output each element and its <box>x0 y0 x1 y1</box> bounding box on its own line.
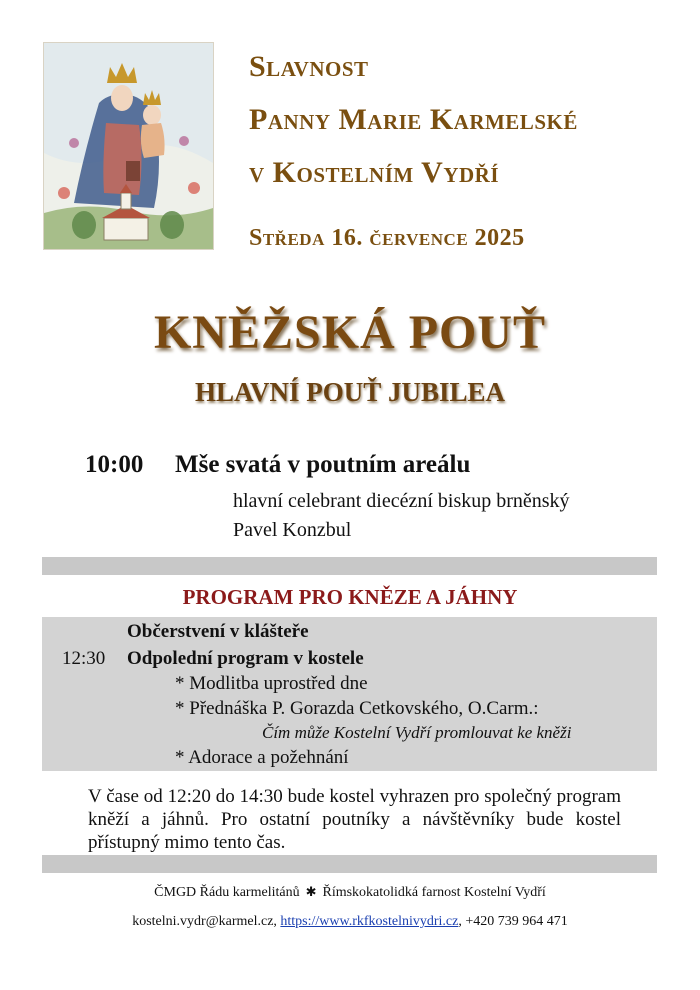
program-item-prayer: * Modlitba uprostřed dne <box>175 673 368 694</box>
divider-band-top <box>42 557 657 575</box>
footer-url-comma: , <box>458 914 462 929</box>
program-item-adoration: * Adorace a požehnání <box>175 747 349 768</box>
program-heading: PROGRAM PRO KNĚZE A JÁHNY <box>182 585 518 609</box>
main-title: KNĚŽSKÁ POUŤ <box>153 306 547 359</box>
footer-phone: +420 739 964 471 <box>465 914 568 929</box>
church-reserved-notice: V čase od 12:20 do 14:30 bude kostel vyhrazen pro společný program kněží a jáhnů. Pro ostatní poutníky a návštěvníky bude kostel přístupný mimo tento čas. <box>88 786 621 853</box>
footer-email[interactable]: kostelni.vydr@karmel.cz, <box>132 914 277 929</box>
star-separator-icon: ✱ <box>305 884 317 899</box>
footer-org-parish: Římskokatolidká farnost Kostelní Vydří <box>322 885 546 900</box>
sub-title: HLAVNÍ POUŤ JUBILEA <box>194 377 506 407</box>
footer-website-link[interactable]: https://www.rkfkostelnivydri.cz <box>280 914 459 929</box>
mass-time: 10:00 <box>85 451 144 478</box>
mass-celebrant-line1: hlavní celebrant diecézní biskup brněnský <box>233 490 570 512</box>
feast-title-line1: Slavnost <box>249 50 369 83</box>
mass-title: Mše svatá v poutním areálu <box>175 451 471 478</box>
divider-band-bottom <box>42 855 657 873</box>
program-time: 12:30 <box>62 648 106 669</box>
feast-title-line2: Panny Marie Karmelské <box>249 103 578 136</box>
footer-contacts <box>0 914 700 930</box>
feast-title-line3: v Kostelním Vydří <box>249 156 499 189</box>
madonna-image <box>43 42 214 250</box>
footer-org-carmelites: ČMGD Řádu karmelitánů <box>154 885 300 900</box>
footer-organizations <box>0 884 700 901</box>
program-item-lecture: * Přednáška P. Gorazda Cetkovského, O.Carm.: <box>175 698 539 719</box>
mass-celebrant-line2: Pavel Konzbul <box>233 519 352 541</box>
event-date: Středa 16. července 2025 <box>249 225 525 251</box>
program-item-lecture-subtitle: Čím může Kostelní Vydří promlouvat ke kněži <box>262 723 572 742</box>
program-item-afternoon: Odpolední program v kostele <box>127 648 364 669</box>
program-item-refreshment: Občerstvení v klášteře <box>127 621 309 642</box>
